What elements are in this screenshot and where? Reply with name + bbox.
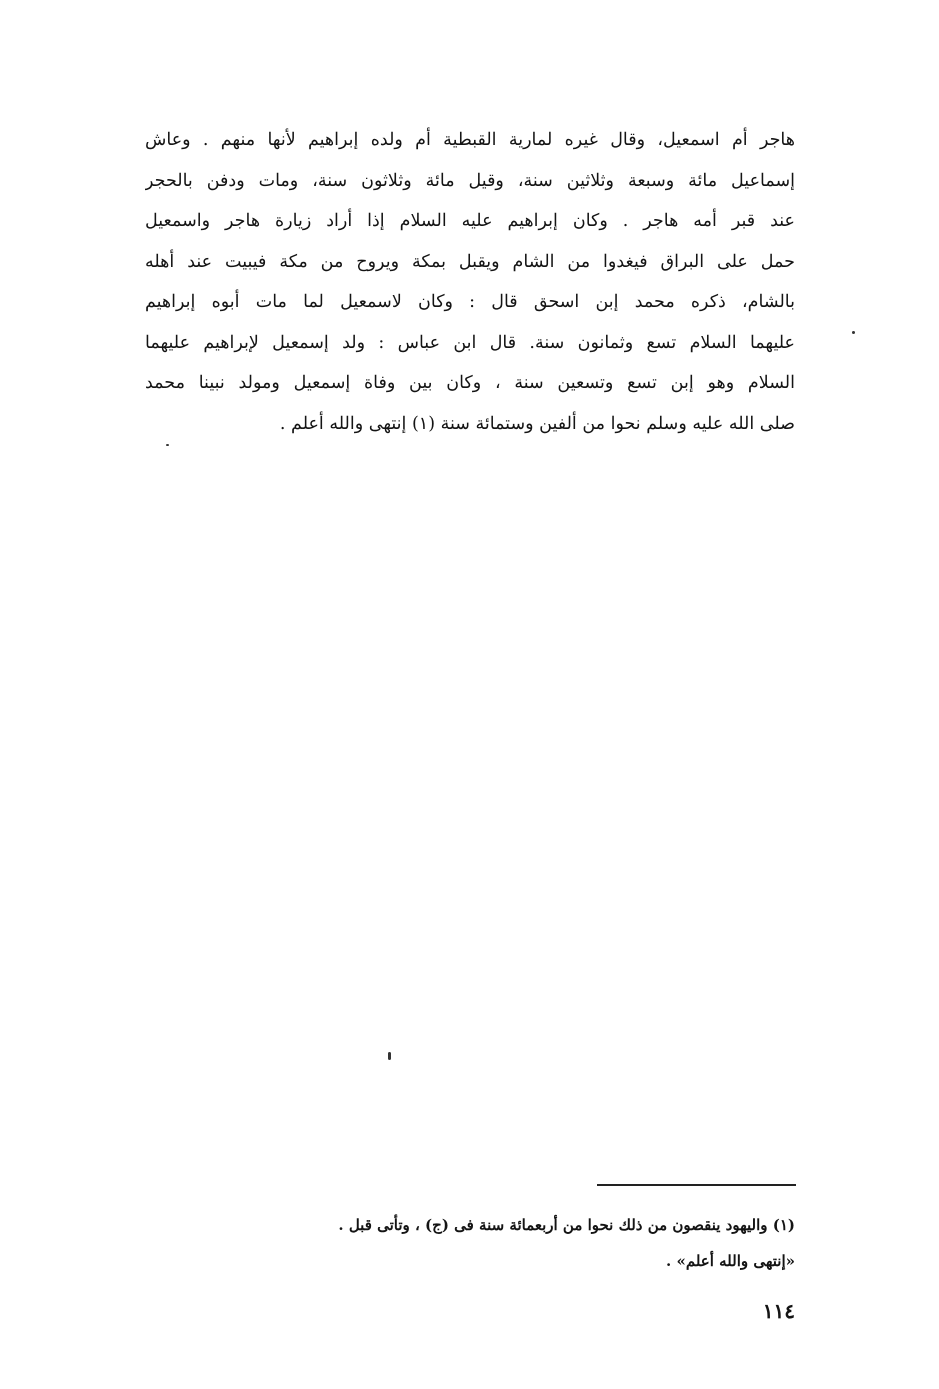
text-line: هاجر أم اسمعيل، وقال غيره لمارية القبطية أم ولده إبراهيم لأنها منهم . وعاش [145,130,795,150]
footnote-line: «إنتهى والله أعلم» . [666,1252,795,1270]
footnote-line: (١) واليهود ينقصون من ذلك نحوا من أربعمائة سنة فى (ج) ، وتأتى قبل . [338,1216,795,1234]
text-line: بالشام، ذكره محمد إبن اسحق قال : وكان لاسمعيل لما مات أبوه إبراهيم [145,292,795,312]
ink-speck [852,331,855,334]
text-line: حمل على البراق فيغدوا من الشام ويقبل بمكة ويروح من مكة فيبيت عند أهله [145,251,795,272]
footnote-separator [597,1184,796,1186]
page-number: ١١٤ [762,1299,795,1323]
ink-speck [388,1052,391,1060]
text-line: عند قبر أمه هاجر . وكان إبراهيم عليه السلام إذا أراد زيارة هاجر واسمعيل [145,211,795,231]
text-line: السلام وهو إبن تسع وتسعين سنة ، وكان بين وفاة إسمعيل ومولد نبينا محمد [145,373,795,393]
ink-speck [166,444,169,446]
text-line: صلى الله عليه وسلم نحوا من ألفين وستمائة سنة (١) إنتهى والله أعلم . [279,413,795,434]
main-text-block [145,120,795,444]
text-line: عليهما السلام تسع وثمانون سنة. قال ابن عباس : ولد إسمعيل لإبراهيم عليهما [145,332,795,353]
footnotes [205,1207,795,1279]
text-line: إسماعيل مائة وسبعة وثلاثين سنة، وقيل مائة وثلاثون سنة، ومات ودفن بالحجر [145,170,795,191]
